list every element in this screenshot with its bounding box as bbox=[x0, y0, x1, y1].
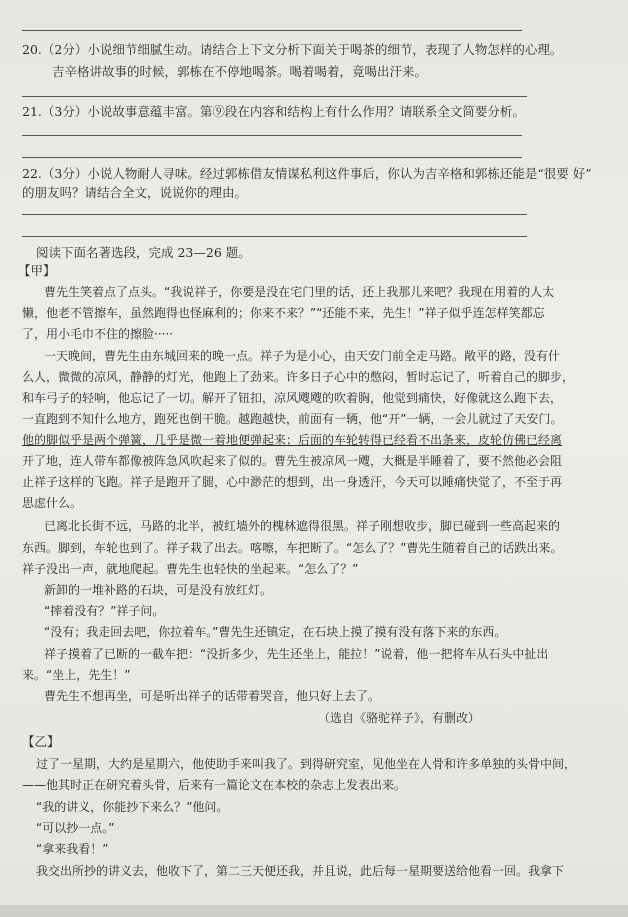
question-20-stem: 20.（2分）小说细节细腻生动。请结合上下文分析下面关于喝茶的细节，表现了人物怎样的心理。 bbox=[22, 42, 563, 57]
passage-line: 来。“坐上，先生！” bbox=[22, 668, 131, 682]
reading-instructions: 阅读下面名著选段，完成 23—26 题。 bbox=[36, 245, 251, 260]
passage-line: 祥子没出一声，就地爬起。曹先生也轻快的坐起来。“怎么了？” bbox=[22, 562, 359, 576]
passage-line: “可以抄一点。” bbox=[36, 821, 115, 835]
passage-line: 一直跑到不知什么地方，跑死也倒干脆。越跑越快，前面有一辆，他“开”一辆，一会儿就过了天安门。 bbox=[22, 412, 563, 426]
question-20-quote: 吉辛格讲故事的时候，郭栋在不停地喝茶。喝着喝着，竟喝出汗来。 bbox=[52, 64, 428, 79]
passage-line: 止祥子这样的飞跑。祥子是跑开了腿，心中渺茫的想到，出一身透汗，今天可以睡痛快觉了，不至于再 bbox=[22, 475, 563, 489]
passage-line: 过了一星期，大约是星期六，他使助手来叫我了。到得研究室，见他坐在人骨和许多单独的头骨中间， bbox=[36, 757, 577, 771]
passage-source: （选自《骆驼祥子》，有删改） bbox=[318, 711, 481, 725]
answer-line bbox=[22, 96, 527, 97]
answer-line bbox=[22, 157, 522, 158]
section-jia-label: 【甲】 bbox=[18, 263, 56, 278]
question-22-stem: 22.（3分）小说人物耐人寻味。经过郭栋借友情谋私利这件事后，你认为吉辛格和郭栋还能是“很要 好” bbox=[22, 166, 592, 181]
passage-line: “拿来我看！” bbox=[36, 842, 109, 856]
passage-line: 东西。脚到，车轮也到了。祥子栽了出去。喀嚓，车把断了。“怎么了？”曹先生随着自己的话跌出来。 bbox=[22, 541, 563, 555]
question-21-stem: 21.（3分）小说故事意蕴丰富。第⑨段在内容和结构上有什么作用？请联系全文简要分析。 bbox=[22, 104, 525, 119]
passage-line: 我交出所抄的讲义去，他收下了，第二三天便还我，并且说，此后每一星期要送给他看一回。我拿下 bbox=[36, 864, 565, 878]
answer-line bbox=[22, 135, 522, 136]
passage-line: “我的讲义，你能抄下来么？”他问。 bbox=[36, 800, 229, 814]
passage-line: 曹先生笑着点了点头。“我说祥子，你要是没在宅门里的话，还上我那儿来吧？我现在用着的人太 bbox=[44, 285, 555, 299]
section-yi-label: 【乙】 bbox=[22, 734, 60, 749]
passage-line: 思虑什么。 bbox=[22, 496, 83, 510]
passage-line: “摔着没有？”祥子问。 bbox=[44, 604, 165, 618]
passage-line: ——他其时正在研究着头骨，后来有一篇论文在本校的杂志上发表出来。 bbox=[22, 778, 407, 792]
answer-line bbox=[22, 214, 527, 215]
answer-line bbox=[22, 236, 527, 237]
page-bottom-edge bbox=[0, 905, 628, 917]
passage-line: 开了地，连人带车都像被阵急风吹起来了似的。曹先生被凉风一飕，大概是半睡着了，要不然他必会阻 bbox=[22, 454, 563, 468]
passage-line: 祥子摸着了已断的一截车把：“没折多少，先生还坐上，能拉！”说着，他一把将车从石头中扯出 bbox=[44, 647, 549, 661]
passage-line: 了，用小毛巾不住的擦脸····· bbox=[22, 327, 174, 341]
passage-line: 曹先生不想再坐，可是听出祥子的话带着哭音，他只好上去了。 bbox=[44, 689, 381, 703]
passage-line-underlined: 他的脚似乎是两个弹簧，几乎是微一着地便弹起来；后面的车轮转得已经看不出条来，皮轮仿佛已经离 bbox=[22, 433, 563, 447]
passage-line: 新卸的一堆补路的石块，可是没有放红灯。 bbox=[44, 583, 273, 597]
passage-line: 么人，微微的凉风，静静的灯光，他跑上了劲来。许多日子心中的憋闷，暂时忘记了，听着自己的脚步， bbox=[22, 370, 575, 384]
passage-line: “没有；我走回去吧，你拉着车。”曹先生还镇定，在石块上摸了摸有没有落下来的东西。 bbox=[44, 625, 507, 639]
question-22-stem-continued: 的朋友吗？请结合全文，说说你的理由。 bbox=[22, 185, 248, 200]
answer-line bbox=[22, 30, 522, 31]
passage-line: 已离北长街不远，马路的北半，被红墙外的槐林遮得很黑。祥子刚想收步，脚已碰到一些高起来的 bbox=[44, 519, 561, 533]
passage-line: 懒，他老不管擦车，虽然跑得也怪麻利的；你来不来？”“还能不来，先生！”祥子似乎连怎样笑都忘 bbox=[22, 306, 545, 320]
passage-line: 和车弓子的轻响，他忘记了一切。解开了钮扣，凉风飕飕的吹着胸，他觉到痛快，好像就这么跑下去， bbox=[22, 391, 563, 405]
passage-line: 一天晚间，曹先生由东城回来的晚一点。祥子为是小心，由天安门前全走马路。敞平的路，没有什 bbox=[44, 349, 561, 363]
